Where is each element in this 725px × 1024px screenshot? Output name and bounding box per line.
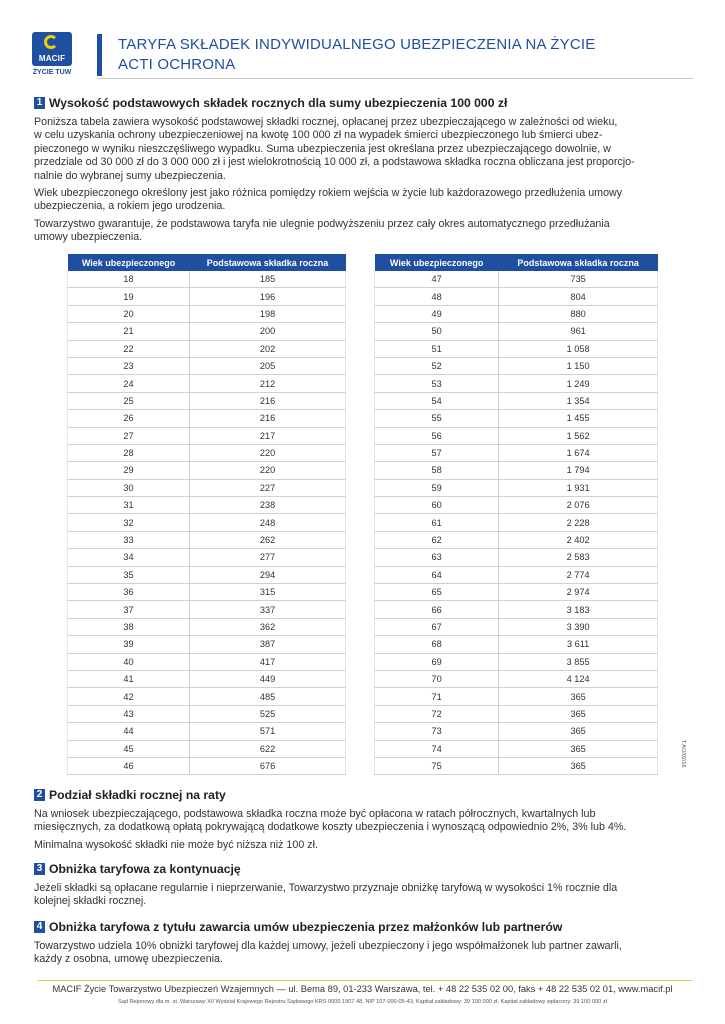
premium-cell: 2 228 bbox=[499, 514, 658, 531]
table-row bbox=[68, 427, 346, 444]
age-cell: 18 bbox=[68, 271, 190, 288]
section-2-title: Podział składki rocznej na raty bbox=[49, 788, 226, 802]
text-line: każdy z osobna, umowę ubezpieczenia. bbox=[34, 953, 223, 966]
premium-cell: 3 855 bbox=[499, 653, 658, 670]
table-row bbox=[375, 740, 658, 757]
table-row bbox=[68, 566, 346, 583]
page-title-line1: TARYFA SKŁADEK INDYWIDUALNEGO UBEZPIECZENIA NA ŻYCIE bbox=[118, 36, 596, 53]
age-cell: 63 bbox=[375, 549, 499, 566]
section-3-title: Obniżka taryfowa za kontynuację bbox=[49, 862, 241, 876]
table-row bbox=[68, 462, 346, 479]
footer-registry-info: Sąd Rejonowy dla m. st. Warszawy XII Wydział Krajowego Rejestru Sądowego KRS 0000 1907 48, NIP 107-000-05-43, Kapitał zakładowy: 39 100 000 zł, Kapitał zakładowy wpłacony: 39 100 000 zł bbox=[118, 999, 607, 1005]
table-row bbox=[68, 375, 346, 392]
age-cell: 48 bbox=[375, 288, 499, 305]
table-row bbox=[375, 340, 658, 357]
title-accent-bar bbox=[97, 34, 102, 76]
premium-cell: 315 bbox=[190, 584, 346, 601]
section-2-paragraph-2 bbox=[34, 839, 694, 852]
table-header-row bbox=[68, 254, 346, 271]
logo-swirl-icon bbox=[44, 35, 58, 49]
table-row bbox=[375, 357, 658, 374]
age-cell: 20 bbox=[68, 305, 190, 322]
table-row bbox=[375, 584, 658, 601]
document-code: T.AO/02/16 bbox=[680, 740, 686, 768]
table-row bbox=[68, 340, 346, 357]
table-row bbox=[375, 410, 658, 427]
macif-logo bbox=[32, 32, 72, 80]
table-row bbox=[68, 618, 346, 635]
logo-brand: MACIF bbox=[38, 54, 66, 63]
section-1-paragraph-3 bbox=[34, 218, 694, 245]
table-row bbox=[68, 688, 346, 705]
table-row bbox=[68, 479, 346, 496]
premium-cell: 1 058 bbox=[499, 340, 658, 357]
table-row bbox=[68, 444, 346, 461]
premium-cell: 337 bbox=[190, 601, 346, 618]
age-cell: 52 bbox=[375, 357, 499, 374]
table-row bbox=[68, 723, 346, 740]
text-line: nalnie do wybranej sumy ubezpieczenia. bbox=[34, 169, 226, 182]
table-header-row bbox=[375, 254, 658, 271]
premium-cell: 217 bbox=[190, 427, 346, 444]
section-2 bbox=[34, 788, 694, 856]
section-4-title: Obniżka taryfowa z tytułu zawarcia umów ubezpieczenia przez małżonków lub partnerów bbox=[49, 920, 563, 934]
table-row bbox=[375, 636, 658, 653]
logo-box bbox=[32, 32, 72, 66]
text-line: Jeżeli składki są opłacane regularnie i nieprzerwanie, Towarzystwo przyznaje obniżkę taryfową w wysokości 1% rocznie dla bbox=[34, 882, 618, 894]
premium-cell: 216 bbox=[190, 392, 346, 409]
premium-cell: 485 bbox=[190, 688, 346, 705]
age-cell: 70 bbox=[375, 670, 499, 687]
age-cell: 45 bbox=[68, 740, 190, 757]
text-line: Minimalna wysokość składki nie może być niższa niż 100 zł. bbox=[34, 838, 318, 851]
age-cell: 30 bbox=[68, 479, 190, 496]
table-row bbox=[68, 323, 346, 340]
section-3 bbox=[34, 862, 694, 913]
table-row bbox=[68, 288, 346, 305]
premium-cell: 212 bbox=[190, 375, 346, 392]
table-row bbox=[68, 305, 346, 322]
premium-table-left bbox=[67, 254, 346, 775]
age-cell: 60 bbox=[375, 497, 499, 514]
premium-cell: 880 bbox=[499, 305, 658, 322]
section-2-number: 2 bbox=[34, 789, 45, 801]
footer-divider bbox=[38, 980, 692, 981]
age-cell: 64 bbox=[375, 566, 499, 583]
premium-cell: 3 611 bbox=[499, 636, 658, 653]
premium-cell: 200 bbox=[190, 323, 346, 340]
premium-cell: 220 bbox=[190, 462, 346, 479]
premium-cell: 804 bbox=[499, 288, 658, 305]
premium-cell: 571 bbox=[190, 723, 346, 740]
premium-cell: 198 bbox=[190, 305, 346, 322]
age-cell: 32 bbox=[68, 514, 190, 531]
text-line: umowy ubezpieczenia. bbox=[34, 231, 143, 244]
table-row bbox=[68, 653, 346, 670]
premium-cell: 525 bbox=[190, 705, 346, 722]
section-3-number: 3 bbox=[34, 863, 45, 875]
section-4-heading bbox=[34, 920, 694, 934]
section-1-paragraph-2 bbox=[34, 187, 694, 214]
premium-cell: 248 bbox=[190, 514, 346, 531]
page-title-line2: ACTI OCHRONA bbox=[118, 56, 236, 73]
section-2-heading bbox=[34, 788, 694, 802]
section-4-number: 4 bbox=[34, 921, 45, 933]
premium-cell: 196 bbox=[190, 288, 346, 305]
premium-cell: 2 774 bbox=[499, 566, 658, 583]
table-row bbox=[68, 670, 346, 687]
age-cell: 49 bbox=[375, 305, 499, 322]
section-1-number: 1 bbox=[34, 97, 45, 109]
premium-cell: 294 bbox=[190, 566, 346, 583]
section-1 bbox=[34, 96, 694, 249]
title-divider bbox=[97, 78, 693, 79]
column-header-premium: Podstawowa składka roczna bbox=[499, 254, 658, 271]
age-cell: 72 bbox=[375, 705, 499, 722]
table-row bbox=[68, 392, 346, 409]
premium-cell: 2 076 bbox=[499, 497, 658, 514]
premium-cell: 3 183 bbox=[499, 601, 658, 618]
age-cell: 31 bbox=[68, 497, 190, 514]
table-row bbox=[375, 723, 658, 740]
table-row bbox=[375, 392, 658, 409]
table-row bbox=[375, 757, 658, 774]
table-row bbox=[375, 427, 658, 444]
table-row bbox=[68, 357, 346, 374]
premium-cell: 227 bbox=[190, 479, 346, 496]
text-line: Poniższa tabela zawiera wysokość podstawowej składki rocznej, opłacanej przez ubezpieczającego w zależności od wieku, bbox=[34, 116, 618, 128]
section-1-heading bbox=[34, 96, 694, 110]
footer-company-info: MACIF Życie Towarzystwo Ubezpieczeń Wzajemnych — ul. Bema 89, 01-233 Warszawa, tel. + 48 22 535 02 00, faks + 48 22 535 02 01, www.macif.pl bbox=[52, 984, 673, 994]
age-cell: 36 bbox=[68, 584, 190, 601]
age-cell: 24 bbox=[68, 375, 190, 392]
premium-cell: 1 562 bbox=[499, 427, 658, 444]
age-cell: 44 bbox=[68, 723, 190, 740]
age-cell: 39 bbox=[68, 636, 190, 653]
table-row bbox=[68, 549, 346, 566]
section-4 bbox=[34, 920, 694, 971]
logo-subtitle: ŻYCIE TUW bbox=[32, 69, 72, 76]
section-1-paragraph-1 bbox=[34, 116, 694, 183]
age-cell: 61 bbox=[375, 514, 499, 531]
age-cell: 37 bbox=[68, 601, 190, 618]
column-header-age: Wiek ubezpieczonego bbox=[375, 254, 499, 271]
age-cell: 57 bbox=[375, 444, 499, 461]
premium-cell: 365 bbox=[499, 723, 658, 740]
table-row bbox=[375, 653, 658, 670]
age-cell: 59 bbox=[375, 479, 499, 496]
age-cell: 47 bbox=[375, 271, 499, 288]
table-row bbox=[375, 688, 658, 705]
section-1-title: Wysokość podstawowych składek rocznych dla sumy ubezpieczenia 100 000 zł bbox=[49, 96, 508, 110]
text-line: ubezpieczenia, a rokiem jego urodzenia. bbox=[34, 200, 226, 213]
section-2-paragraph-1 bbox=[34, 808, 694, 835]
page-title bbox=[118, 35, 678, 75]
age-cell: 34 bbox=[68, 549, 190, 566]
premium-cell: 365 bbox=[499, 688, 658, 705]
age-cell: 19 bbox=[68, 288, 190, 305]
age-cell: 41 bbox=[68, 670, 190, 687]
age-cell: 43 bbox=[68, 705, 190, 722]
table-row bbox=[68, 497, 346, 514]
premium-cell: 1 674 bbox=[499, 444, 658, 461]
age-cell: 21 bbox=[68, 323, 190, 340]
text-line: w celu uzyskania ochrony ubezpieczeniowej na kwotę 100 000 zł na wypadek śmierci ubezpieczonego lub śmierci ubez- bbox=[34, 129, 603, 142]
section-3-paragraph-1 bbox=[34, 882, 694, 909]
table-row bbox=[375, 497, 658, 514]
premium-cell: 1 794 bbox=[499, 462, 658, 479]
premium-cell: 417 bbox=[190, 653, 346, 670]
age-cell: 55 bbox=[375, 410, 499, 427]
premium-cell: 262 bbox=[190, 531, 346, 548]
premium-table-right bbox=[374, 254, 658, 775]
age-cell: 74 bbox=[375, 740, 499, 757]
age-cell: 68 bbox=[375, 636, 499, 653]
table-row bbox=[375, 462, 658, 479]
age-cell: 28 bbox=[68, 444, 190, 461]
table-row bbox=[375, 601, 658, 618]
section-4-paragraph-1 bbox=[34, 940, 694, 967]
age-cell: 67 bbox=[375, 618, 499, 635]
age-cell: 66 bbox=[375, 601, 499, 618]
text-line: przedziale od 30 000 zł do 3 000 000 zł i jest wielokrotnością 10 000 zł, a podstawowa składka roczna obliczana jest proporcjo- bbox=[34, 156, 635, 169]
age-cell: 25 bbox=[68, 392, 190, 409]
table-row bbox=[68, 531, 346, 548]
table-row bbox=[375, 549, 658, 566]
age-cell: 69 bbox=[375, 653, 499, 670]
age-cell: 56 bbox=[375, 427, 499, 444]
premium-cell: 2 402 bbox=[499, 531, 658, 548]
text-line: Na wniosek ubezpieczającego, podstawowa składka roczna może być opłacona w ratach półrocznych, kwartalnych lub bbox=[34, 808, 596, 820]
text-line: kolejnej składki rocznej. bbox=[34, 895, 147, 908]
age-cell: 40 bbox=[68, 653, 190, 670]
age-cell: 35 bbox=[68, 566, 190, 583]
table-row bbox=[375, 375, 658, 392]
premium-cell: 1 354 bbox=[499, 392, 658, 409]
age-cell: 65 bbox=[375, 584, 499, 601]
premium-cell: 238 bbox=[190, 497, 346, 514]
premium-cell: 2 583 bbox=[499, 549, 658, 566]
age-cell: 51 bbox=[375, 340, 499, 357]
column-header-premium: Podstawowa składka roczna bbox=[190, 254, 346, 271]
table-row bbox=[375, 566, 658, 583]
text-line: pieczonego w wyniku nieszczęśliwego wypadku. Suma ubezpieczenia jest określana przez ubezpieczającego dowolnie, w bbox=[34, 142, 611, 155]
premium-cell: 961 bbox=[499, 323, 658, 340]
premium-cell: 365 bbox=[499, 705, 658, 722]
table-row bbox=[68, 584, 346, 601]
premium-cell: 205 bbox=[190, 357, 346, 374]
age-cell: 62 bbox=[375, 531, 499, 548]
premium-cell: 365 bbox=[499, 740, 658, 757]
table-row bbox=[68, 757, 346, 774]
premium-cell: 185 bbox=[190, 271, 346, 288]
premium-cell: 220 bbox=[190, 444, 346, 461]
text-line: Towarzystwo udziela 10% obniżki taryfowej dla każdej umowy, jeżeli ubezpieczony i jego współmałżonek lub partner zawarli, bbox=[34, 940, 622, 952]
table-row bbox=[375, 618, 658, 635]
table-row bbox=[375, 479, 658, 496]
table-row bbox=[375, 323, 658, 340]
age-cell: 46 bbox=[68, 757, 190, 774]
age-cell: 42 bbox=[68, 688, 190, 705]
table-row bbox=[375, 444, 658, 461]
premium-cell: 202 bbox=[190, 340, 346, 357]
premium-cell: 676 bbox=[190, 757, 346, 774]
column-header-age: Wiek ubezpieczonego bbox=[68, 254, 190, 271]
table-row bbox=[68, 601, 346, 618]
table-row bbox=[68, 271, 346, 288]
table-row bbox=[68, 514, 346, 531]
table-row bbox=[375, 531, 658, 548]
premium-cell: 277 bbox=[190, 549, 346, 566]
text-line: Wiek ubezpieczonego określony jest jako różnica pomiędzy rokiem wejścia w życie lub każdorazowego przedłużenia umowy bbox=[34, 187, 623, 200]
age-cell: 38 bbox=[68, 618, 190, 635]
age-cell: 27 bbox=[68, 427, 190, 444]
premium-cell: 735 bbox=[499, 271, 658, 288]
table-row bbox=[68, 636, 346, 653]
age-cell: 50 bbox=[375, 323, 499, 340]
premium-cell: 1 931 bbox=[499, 479, 658, 496]
premium-cell: 387 bbox=[190, 636, 346, 653]
premium-cell: 622 bbox=[190, 740, 346, 757]
age-cell: 75 bbox=[375, 757, 499, 774]
premium-cell: 449 bbox=[190, 670, 346, 687]
premium-cell: 1 455 bbox=[499, 410, 658, 427]
premium-cell: 1 249 bbox=[499, 375, 658, 392]
table-row bbox=[68, 410, 346, 427]
table-row bbox=[375, 670, 658, 687]
premium-cell: 362 bbox=[190, 618, 346, 635]
table-row bbox=[68, 740, 346, 757]
age-cell: 58 bbox=[375, 462, 499, 479]
age-cell: 29 bbox=[68, 462, 190, 479]
premium-cell: 3 390 bbox=[499, 618, 658, 635]
age-cell: 23 bbox=[68, 357, 190, 374]
premium-cell: 2 974 bbox=[499, 584, 658, 601]
text-line: miesięcznych, za dodatkową opłatą pokrywającą dodatkowe koszty ubezpieczenia i wynoszącą odpowiednio 2%, 3% lub 4%. bbox=[34, 821, 627, 834]
premium-cell: 1 150 bbox=[499, 357, 658, 374]
text-line: Towarzystwo gwarantuje, że podstawowa taryfa nie ulegnie podwyższeniu przez cały okres automatycznego przedłużania bbox=[34, 217, 610, 230]
age-cell: 73 bbox=[375, 723, 499, 740]
table-row bbox=[375, 305, 658, 322]
table-row bbox=[375, 271, 658, 288]
age-cell: 71 bbox=[375, 688, 499, 705]
table-row bbox=[375, 514, 658, 531]
age-cell: 54 bbox=[375, 392, 499, 409]
table-row bbox=[68, 705, 346, 722]
premium-cell: 216 bbox=[190, 410, 346, 427]
age-cell: 33 bbox=[68, 531, 190, 548]
premium-cell: 365 bbox=[499, 757, 658, 774]
table-row bbox=[375, 288, 658, 305]
table-row bbox=[375, 705, 658, 722]
age-cell: 53 bbox=[375, 375, 499, 392]
age-cell: 26 bbox=[68, 410, 190, 427]
section-3-heading bbox=[34, 862, 694, 876]
premium-cell: 4 124 bbox=[499, 670, 658, 687]
age-cell: 22 bbox=[68, 340, 190, 357]
